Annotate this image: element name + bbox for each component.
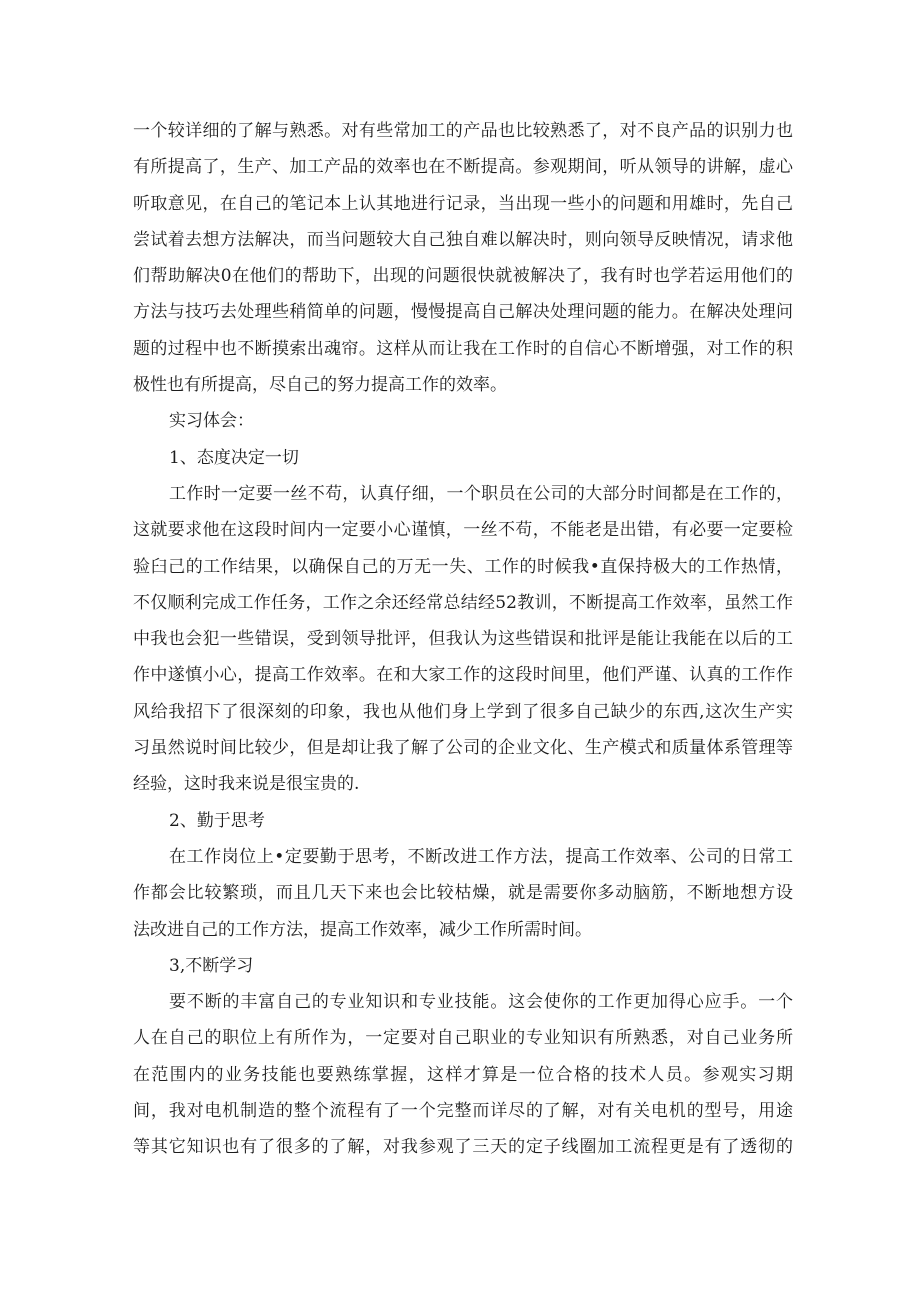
paragraph-line: 们帮助解决0在他们的帮助下，出现的问题很快就被解决了，我有时也学若运用他们的 xyxy=(133,266,793,287)
paragraph-line: 在范围内的业务技能也要熟练掌握，这样才算是一位合格的技术人员。参观实习期 xyxy=(133,1064,793,1085)
section-heading: 2、勤于思考 xyxy=(169,810,265,831)
paragraph-line: 工作时一定要一丝不苟，认真仔细，一个职员在公司的大部分时间都是在工作的， xyxy=(169,483,793,504)
paragraph-line: 法改进自己的工作方法，提高工作效率，减少工作所需时间。 xyxy=(133,919,592,940)
paragraph-line: 极性也有所提高，尽自己的努力提高工作的效率。 xyxy=(133,375,507,396)
paragraph-line: 要不断的丰富自己的专业知识和专业技能。这会使你的工作更加得心应手。一个 xyxy=(169,992,793,1013)
paragraph-line: 方法与技巧去处理些稍简单的问题，慢慢提高自己解决处理问题的能力。在解决处理问 xyxy=(133,302,793,323)
paragraph-line: 听取意见，在自己的笔记本上认其地进行记录，当出现一些小的问题和用雄时，先自己 xyxy=(133,193,793,214)
paragraph-line: 在工作岗位上•定要勤于思考，不断改进工作方法，提高工作效率、公司的日常工 xyxy=(169,846,793,867)
paragraph-line: 题的过程中也不断摸索出魂帘。这样从而让我在工作时的自信心不断增强，对工作的积 xyxy=(133,338,793,359)
paragraph-line: 作中遂慎小心，提高工作效率。在和大家工作的这段时间里，他们严谨、认真的工作作 xyxy=(133,665,793,686)
paragraph-line: 尝试着去想方法解决，而当问题较大自己独自难以解决时，则向领导反映情况，请求他 xyxy=(133,229,793,250)
paragraph-line: 一个较详细的了解与熟悉。对有些常加工的产品也比较熟悉了，对不良产品的识别力也 xyxy=(133,121,793,141)
paragraph-line: 经验，这时我来说是很宝贵的. xyxy=(133,774,360,795)
paragraph-line: 这就要求他在这段时间内一定要小心谨慎，一丝不苟，不能老是出错，有必要一定要检 xyxy=(133,520,793,541)
paragraph-line: 验臼己的工作结果，以确保自己的万无一失、工作的时候我•直保持极大的工作热情， xyxy=(133,556,793,577)
paragraph-line: 间，我对电机制造的整个流程有了一个完整而详尽的了解，对有关电机的型号，用途 xyxy=(133,1101,793,1122)
paragraph-line: 作都会比较繁琐，而且几天下来也会比较枯燥，就是需要你多动脑筋，不断地想方设 xyxy=(133,883,793,904)
section-heading: 3,不断学习 xyxy=(169,955,254,976)
section-heading: 1、态度决定一切 xyxy=(169,447,299,468)
paragraph-line: 习虽然说时间比较少，但是却让我了解了公司的企业文化、生产模式和质量体系管理等 xyxy=(133,738,793,759)
paragraph-line: 不仅顺利完成工作任务，工作之余还经常总结经52教训，不断提高工作效率，虽然工作 xyxy=(133,592,793,613)
paragraph-line: 人在自己的职位上有所作为，一定要对自己职业的专业知识有所熟悉，对自己业务所 xyxy=(133,1028,793,1049)
paragraph-line: 风给我招下了很深刻的印象，我也从他们身上学到了很多自己缺少的东西,这次生产实 xyxy=(133,701,793,722)
paragraph-line: 等其它知识也有了很多的了解，对我参观了三天的定子线圈加工流程更是有了透彻的 xyxy=(133,1137,793,1158)
paragraph-line: 有所提高了，生产、加工产品的效率也在不断提高。参观期间，听从领导的讲解，虚心 xyxy=(133,157,793,178)
section-heading: 实习体会： xyxy=(169,411,254,432)
paragraph-line: 中我也会犯一些错误，受到领导批评，但我认为这些错误和批评是能让我能在以后的工 xyxy=(133,629,793,650)
document-body xyxy=(133,113,793,1166)
